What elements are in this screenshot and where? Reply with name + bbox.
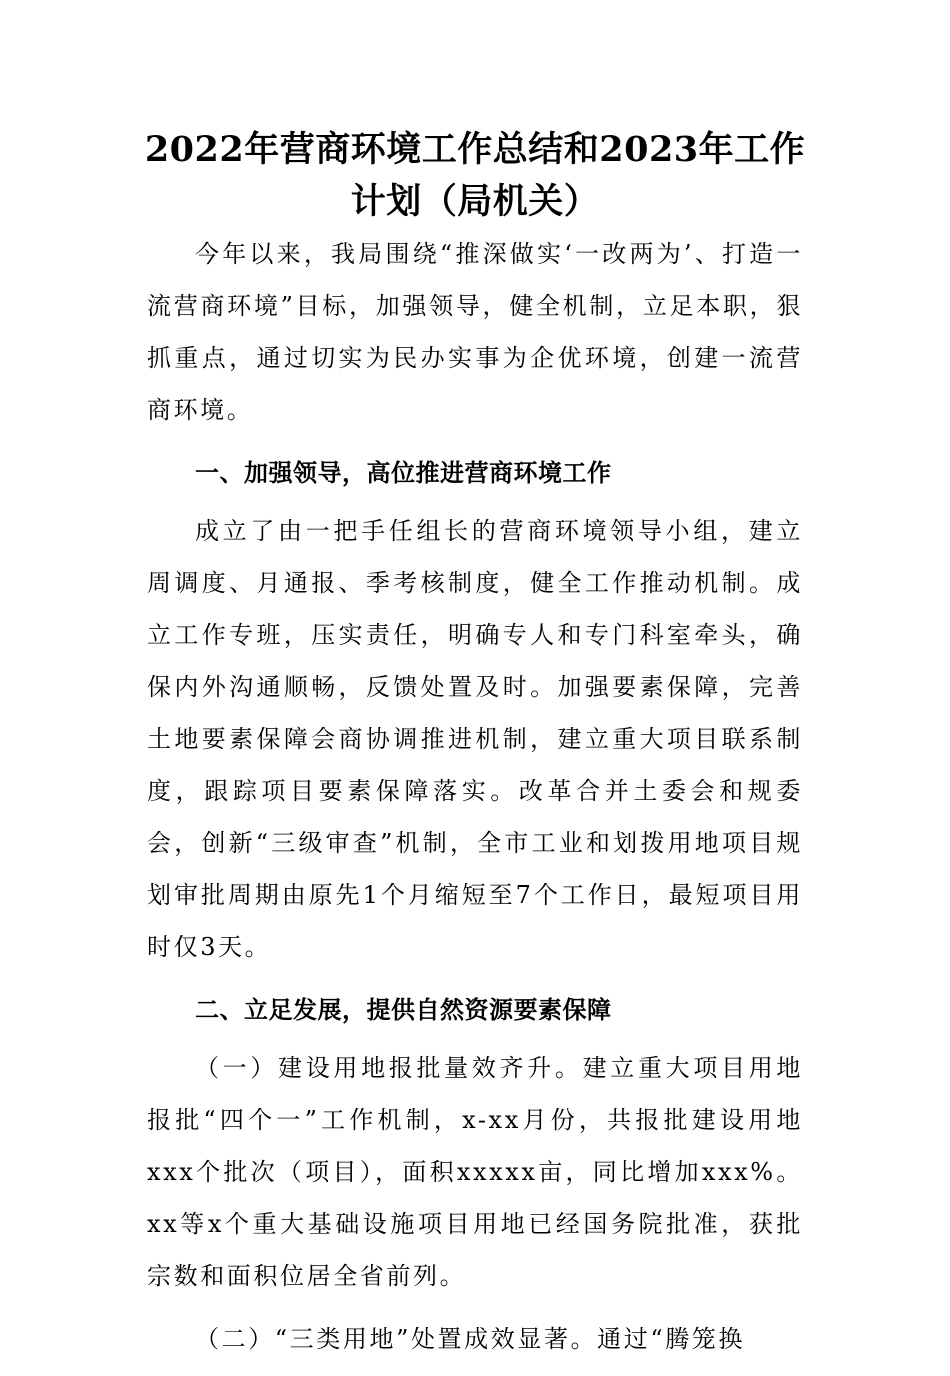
section-heading-1: 一、加强领导，高位推进营商环境工作 [195, 459, 612, 487]
subsection-2-paragraph: （二）“三类用地”处置成效显著。通过“腾笼换 [195, 1325, 746, 1353]
subsection-1-paragraph: （一）建设用地报批量效齐升。建立重大项目用地报批“四个一”工作机制，x-xx月份，共报批建设用地xxx个批次（项目），面积xxxxx亩，同比增加xxx%。xx等x个重大基础设施项目用地已经国务院批准，获批宗数和面积位居全省前列。 [147, 1054, 803, 1290]
intro-paragraph: 今年以来，我局围绕“推深做实‘一改两为’、打造一流营商环境”目标，加强领导，健全机制，立足本职，狠抓重点，通过切实为民办实事为企优环境，创建一流营商环境。 [147, 240, 803, 424]
section-heading-2: 二、立足发展，提供自然资源要素保障 [195, 996, 612, 1024]
document-body [147, 228, 803, 1376]
document-title: 2022年营商环境工作总结和2023年工作计划（局机关） [144, 129, 806, 222]
section-1-paragraph: 成立了由一把手任组长的营商环境领导小组，建立周调度、月通报、季考核制度，健全工作推动机制。成立工作专班，压实责任，明确专人和专门科室牵头，确保内外沟通顺畅，反馈处置及时。加强要素保障，完善土地要素保障会商协调推进机制，建立重大项目联系制度，跟踪项目要素保障落实。改革合并土委会和规委会，创新“三级审查”机制，全市工业和划拨用地项目规划审批周期由原先1个月缩短至7个工作日，最短项目用时仅3天。 [147, 517, 803, 961]
